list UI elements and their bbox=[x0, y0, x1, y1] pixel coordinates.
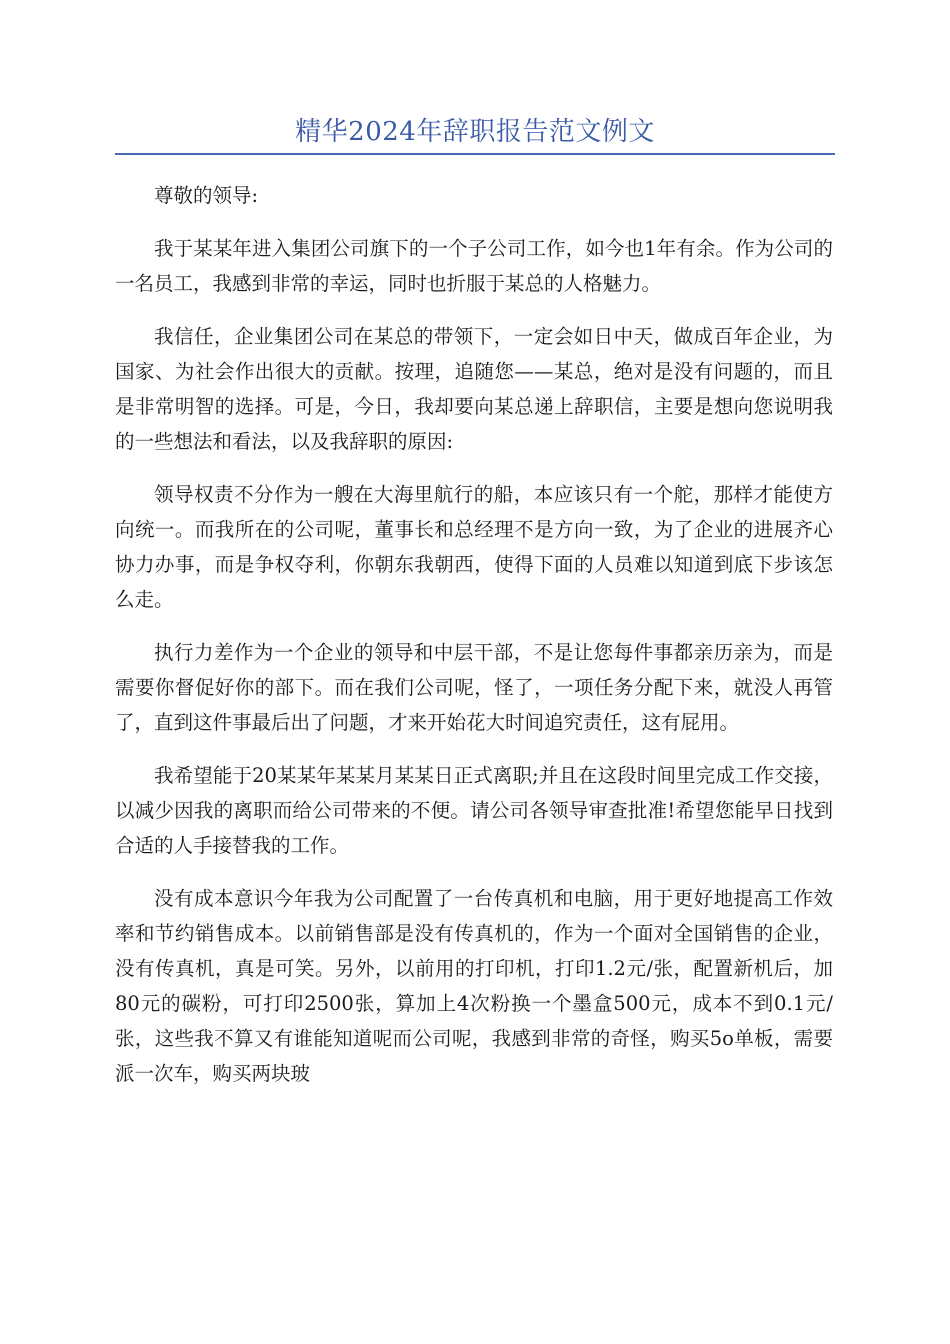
greeting: 尊敬的领导: bbox=[154, 184, 259, 207]
title-underline bbox=[115, 153, 835, 155]
document-body bbox=[115, 178, 833, 1109]
paragraph: 我信任，企业集团公司在某总的带领下，一定会如日中天，做成百年企业，为国家、为社会作出很大的贡献。按理，追随您——某总，绝对是没有问题的，而且是非常明智的选择。可是，今日，我却要向某总递上辞职信，主要是想向您说明我的一些想法和看法，以及我辞职的原因: bbox=[115, 325, 833, 453]
paragraph: 没有成本意识今年我为公司配置了一台传真机和电脑，用于更好地提高工作效率和节约销售成本。以前销售部是没有传真机的，作为一个面对全国销售的企业，没有传真机，真是可笑。另外，以前用的打印机，打印1.2元/张，配置新机后，加80元的碳粉，可打印2500张，算加上4次粉换一个墨盒500元，成本不到0.1元/张，这些我不算又有谁能知道呢而公司呢，我感到非常的奇怪，购买5o单板，需要派一次车，购买两块玻 bbox=[115, 887, 833, 1085]
paragraph: 领导权责不分作为一艘在大海里航行的船，本应该只有一个舵，那样才能使方向统一。而我所在的公司呢，董事长和总经理不是方向一致，为了企业的进展齐心协力办事，而是争权夺利，你朝东我朝西，使得下面的人员难以知道到底下步该怎么走。 bbox=[115, 483, 833, 611]
paragraph: 我希望能于20某某年某某月某某日正式离职;并且在这段时间里完成工作交接，以减少因我的离职而给公司带来的不便。请公司各领导审查批准!希望您能早日找到合适的人手接替我的工作。 bbox=[115, 764, 833, 857]
paragraph: 执行力差作为一个企业的领导和中层干部，不是让您每件事都亲历亲为，而是需要你督促好你的部下。而在我们公司呢，怪了，一项任务分配下来，就没人再管了，直到这件事最后出了问题，才来开始花大时间追究责任，这有屁用。 bbox=[115, 641, 833, 734]
paragraph: 我于某某年进入集团公司旗下的一个子公司工作，如今也1年有余。作为公司的一名员工，我感到非常的幸运，同时也折服于某总的人格魅力。 bbox=[115, 237, 833, 295]
document-title: 精华2024年辞职报告范文例文 bbox=[295, 117, 655, 147]
